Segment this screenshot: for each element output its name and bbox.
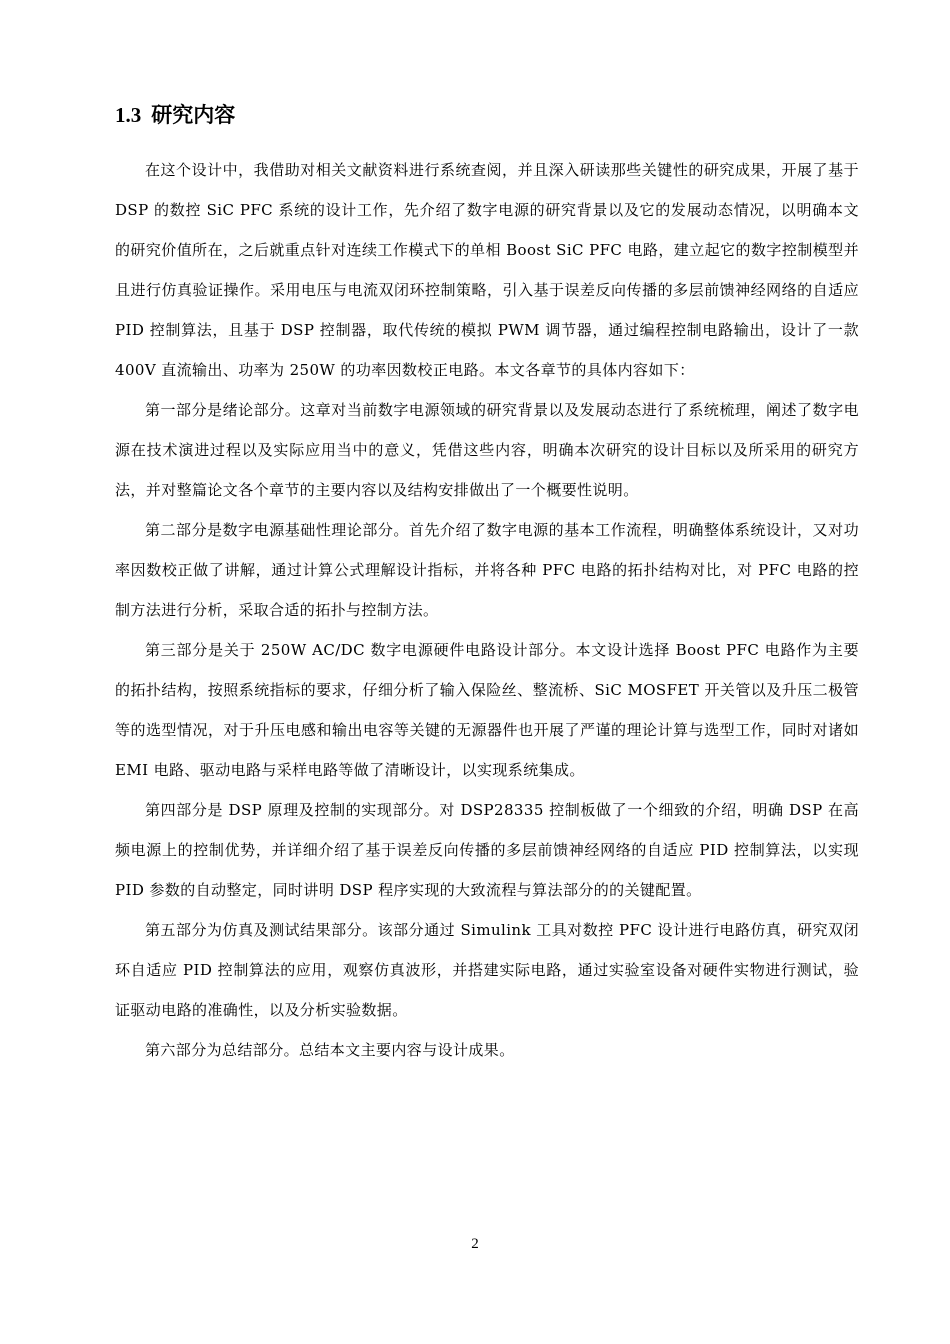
- section-number: 1.3: [115, 103, 142, 127]
- paragraph-part-1: 第一部分是绪论部分。这章对当前数字电源领域的研究背景以及发展动态进行了系统梳理，阐述了数字电源在技术演进过程以及实际应用当中的意义，凭借这些内容，明确本次研究的设计目标以及所采用的研究方法，并对整篇论文各个章节的主要内容以及结构安排做出了一个概要性说明。: [115, 401, 859, 499]
- paragraph-part-5: 第五部分为仿真及测试结果部分。该部分通过 Simulink 工具对数控 PFC 设计进行电路仿真，研究双闭环自适应 PID 控制算法的应用，观察仿真波形，并搭建实际电路，通过实验室设备对硬件实物进行测试，验证驱动电路的准确性，以及分析实验数据。: [115, 921, 859, 1019]
- section-body: [115, 150, 859, 1070]
- paragraph-part-6: 第六部分为总结部分。总结本文主要内容与设计成果。: [145, 1041, 515, 1059]
- paragraph-part-2: 第二部分是数字电源基础性理论部分。首先介绍了数字电源的基本工作流程，明确整体系统设计，又对功率因数校正做了讲解，通过计算公式理解设计指标，并将各种 PFC 电路的拓扑结构对比，对 PFC 电路的控制方法进行分析，采取合适的拓扑与控制方法。: [115, 521, 859, 619]
- section-heading: [115, 100, 235, 130]
- paragraph-intro: 在这个设计中，我借助对相关文献资料进行系统查阅，并且深入研读那些关键性的研究成果，开展了基于 DSP 的数控 SiC PFC 系统的设计工作，先介绍了数字电源的研究背景以及它的发展动态情况，以明确本文的研究价值所在，之后就重点针对连续工作模式下的单相 Boost SiC PFC 电路，建立起它的数字控制模型并且进行仿真验证操作。采用电压与电流双闭环控制策略，引入基于误差反向传播的多层前馈神经网络的自适应 PID 控制算法，且基于 DSP 控制器，取代传统的模拟 PWM 调节器，通过编程控制电路输出，设计了一款 400V 直流输出、功率为 250W 的功率因数校正电路。本文各章节的具体内容如下：: [115, 161, 859, 379]
- paragraph-part-4: 第四部分是 DSP 原理及控制的实现部分。对 DSP28335 控制板做了一个细致的介绍，明确 DSP 在高频电源上的控制优势，并详细介绍了基于误差反向传播的多层前馈神经网络的自适应 PID 控制算法，以实现 PID 参数的自动整定，同时讲明 DSP 程序实现的大致流程与算法部分的的关键配置。: [115, 801, 859, 899]
- page-number: 2: [471, 1236, 479, 1252]
- section-title: 研究内容: [151, 102, 236, 127]
- paragraph-part-3: 第三部分是关于 250W AC/DC 数字电源硬件电路设计部分。本文设计选择 Boost PFC 电路作为主要的拓扑结构，按照系统指标的要求，仔细分析了输入保险丝、整流桥、SiC MOSFET 开关管以及升压二极管等的选型情况，对于升压电感和输出电容等关键的无源器件也开展了严谨的理论计算与选型工作，同时对诸如 EMI 电路、驱动电路与采样电路等做了清晰设计，以实现系统集成。: [115, 641, 859, 779]
